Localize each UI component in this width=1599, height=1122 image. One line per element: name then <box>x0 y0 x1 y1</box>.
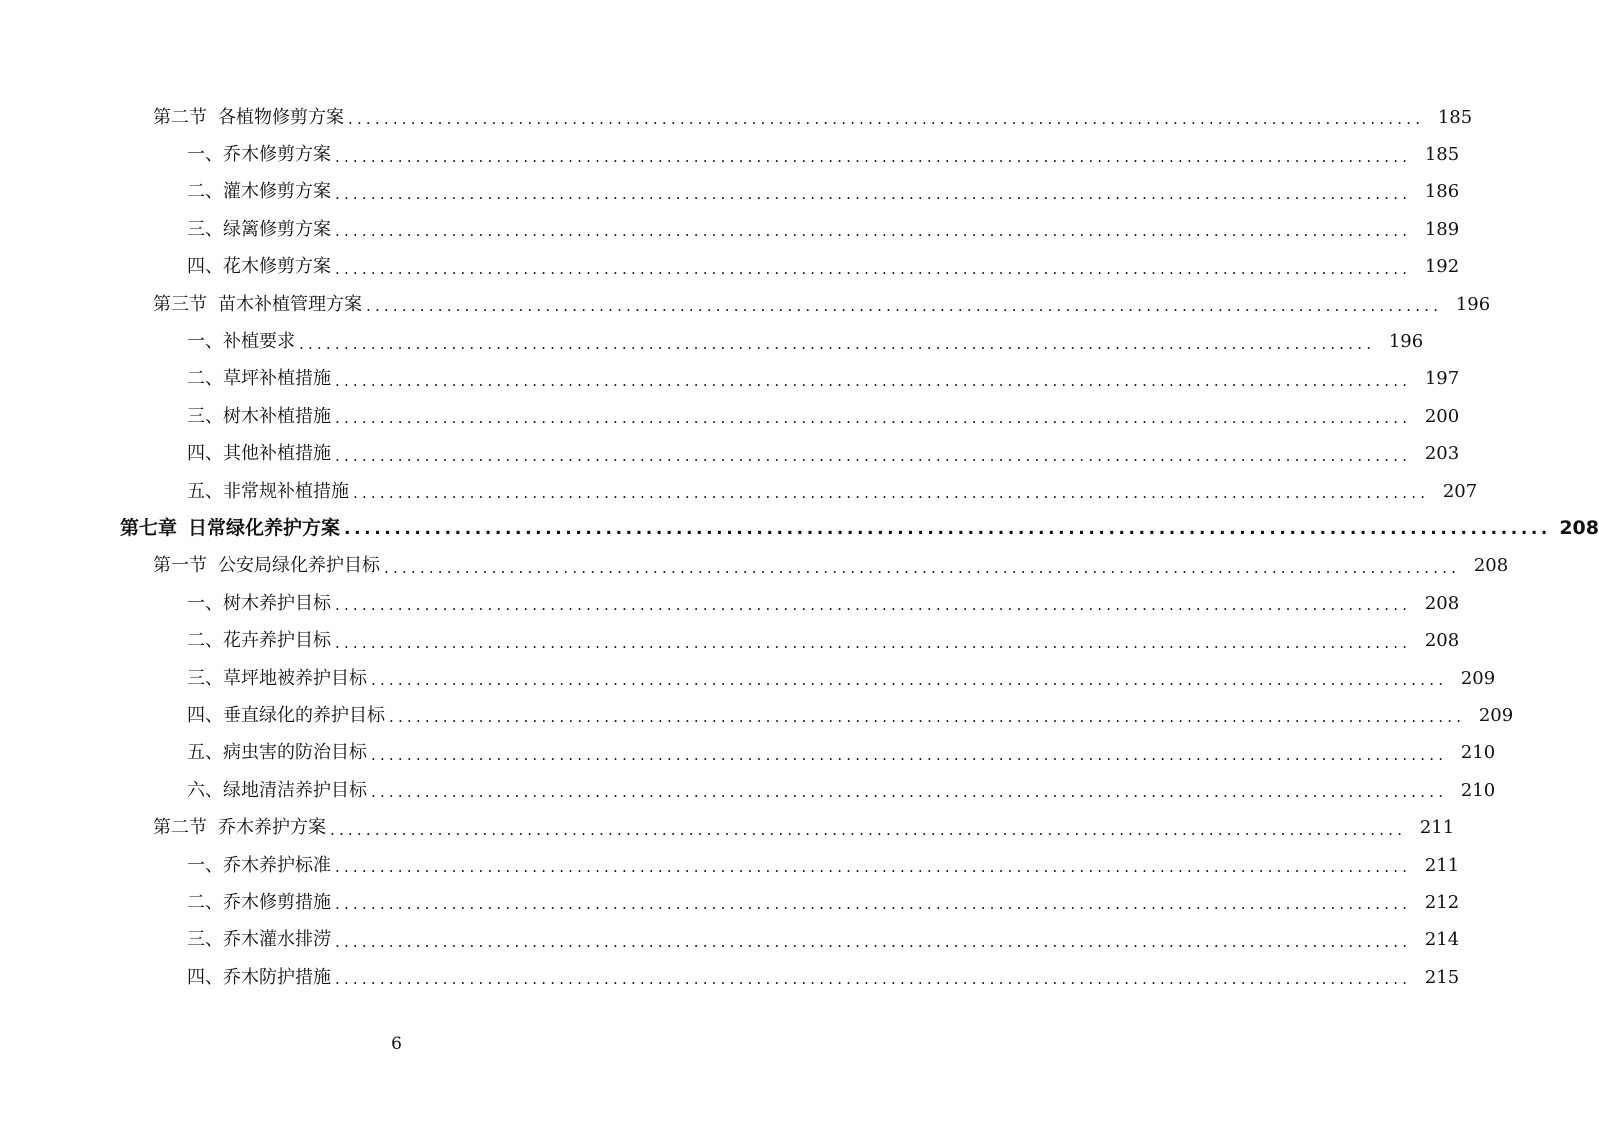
toc-entry-page-number: 196 <box>1455 293 1491 315</box>
toc-dot-leader: ........................................................................................................................ <box>335 970 1412 989</box>
toc-entry-prefix: 三、 <box>187 667 223 689</box>
toc-entry-title: 非常规补植措施 <box>223 480 349 502</box>
table-of-contents <box>0 99 1599 996</box>
toc-dot-leader: ........................................................................................................................ <box>335 895 1412 914</box>
toc-entry-title: 苗木补植管理方案 <box>218 293 362 315</box>
toc-entry-page-number: 211 <box>1419 817 1455 839</box>
toc-dot-leader: ........................................................................................................................ <box>348 110 1425 129</box>
toc-entry-title: 其他补植措施 <box>223 443 331 465</box>
toc-entry-prefix: 二、 <box>187 368 223 390</box>
toc-entry-page-number: 208 <box>1559 517 1599 540</box>
toc-entry-title: 绿篱修剪方案 <box>223 218 331 240</box>
toc-section-entry[interactable] <box>0 99 1473 136</box>
toc-entry-page-number: 214 <box>1424 929 1460 951</box>
toc-section-entry[interactable] <box>0 548 1509 585</box>
toc-entry-title: 各植物修剪方案 <box>218 106 344 128</box>
toc-entry-page-number: 200 <box>1424 405 1460 427</box>
toc-entry-page-number: 212 <box>1424 891 1460 913</box>
toc-dot-leader: ........................................................................................................................ <box>371 745 1448 764</box>
toc-entry-prefix: 五、 <box>187 480 223 502</box>
toc-dot-leader: ........................................................................................................................ <box>366 297 1443 316</box>
toc-entry-page-number: 203 <box>1424 443 1460 465</box>
toc-entry-title: 日常绿化养护方案 <box>188 517 341 540</box>
toc-entry-prefix: 四、 <box>187 256 223 278</box>
toc-entry-title: 灌木修剪方案 <box>223 181 331 203</box>
toc-entry-page-number: 207 <box>1442 480 1478 502</box>
toc-dot-leader: ........................................................................................................................ <box>335 259 1412 278</box>
toc-dot-leader: ........................................................................................................................ <box>335 596 1412 615</box>
toc-entry-prefix: 三、 <box>187 218 223 240</box>
toc-subsection-entry[interactable] <box>0 772 1496 809</box>
toc-entry-title: 乔木修剪措施 <box>223 891 331 913</box>
toc-entry-page-number: 209 <box>1460 667 1496 689</box>
toc-subsection-entry[interactable] <box>0 622 1460 659</box>
toc-entry-prefix: 四、 <box>187 966 223 988</box>
toc-entry-page-number: 210 <box>1460 742 1496 764</box>
toc-entry-page-number: 197 <box>1424 368 1460 390</box>
toc-subsection-entry[interactable] <box>0 884 1460 921</box>
toc-chapter-entry[interactable] <box>0 510 1599 547</box>
toc-entry-title: 花卉养护目标 <box>223 630 331 652</box>
toc-entry-prefix: 一、 <box>187 854 223 876</box>
toc-entry-prefix: 六、 <box>187 779 223 801</box>
toc-entry-prefix: 第二节 <box>153 817 207 839</box>
toc-entry-page-number: 215 <box>1424 966 1460 988</box>
toc-dot-leader: ........................................................................................................................ <box>353 484 1430 503</box>
toc-entry-prefix: 一、 <box>187 592 223 614</box>
toc-subsection-entry[interactable] <box>0 323 1424 360</box>
toc-subsection-entry[interactable] <box>0 585 1460 622</box>
toc-entry-prefix: 第一节 <box>153 555 207 577</box>
toc-subsection-entry[interactable] <box>0 136 1460 173</box>
toc-subsection-entry[interactable] <box>0 473 1478 510</box>
toc-entry-prefix: 四、 <box>187 443 223 465</box>
toc-entry-prefix: 二、 <box>187 181 223 203</box>
toc-entry-page-number: 185 <box>1424 144 1460 166</box>
toc-entry-prefix: 三、 <box>187 929 223 951</box>
toc-entry-prefix: 第三节 <box>153 293 207 315</box>
toc-entry-page-number: 208 <box>1473 555 1509 577</box>
toc-entry-title: 乔木修剪方案 <box>223 144 331 166</box>
toc-entry-page-number: 211 <box>1424 854 1460 876</box>
toc-subsection-entry[interactable] <box>0 249 1460 286</box>
toc-dot-leader: ........................................................................................................................ <box>299 334 1376 353</box>
toc-dot-leader: ........................................................................................................................ <box>335 932 1412 951</box>
toc-entry-title: 树木补植措施 <box>223 405 331 427</box>
toc-entry-page-number: 192 <box>1424 256 1460 278</box>
toc-entry-title: 乔木防护措施 <box>223 966 331 988</box>
toc-entry-page-number: 208 <box>1424 592 1460 614</box>
toc-entry-prefix: 第二节 <box>153 106 207 128</box>
toc-dot-leader: ........................................................................................................................ <box>371 671 1448 690</box>
toc-entry-page-number: 208 <box>1424 630 1460 652</box>
toc-entry-prefix: 一、 <box>187 144 223 166</box>
toc-dot-leader: ........................................................................................................................ <box>335 184 1412 203</box>
toc-entry-prefix: 第七章 <box>120 517 178 540</box>
toc-subsection-entry[interactable] <box>0 436 1460 473</box>
toc-dot-leader: ........................................................................................................................ <box>384 558 1461 577</box>
toc-entry-title: 草坪地被养护目标 <box>223 667 367 689</box>
toc-dot-leader: ........................................................................................................................ <box>335 446 1412 465</box>
toc-section-entry[interactable] <box>0 809 1455 846</box>
toc-entry-title: 乔木养护方案 <box>218 817 326 839</box>
toc-section-entry[interactable] <box>0 286 1491 323</box>
toc-entry-title: 草坪补植措施 <box>223 368 331 390</box>
toc-entry-title: 乔木灌水排涝 <box>223 929 331 951</box>
toc-dot-leader: ........................................................................................................................ <box>371 783 1448 802</box>
toc-entry-prefix: 四、 <box>187 704 223 726</box>
toc-entry-prefix: 三、 <box>187 405 223 427</box>
page-number: 6 <box>391 1034 402 1054</box>
toc-entry-prefix: 二、 <box>187 891 223 913</box>
toc-entry-prefix: 五、 <box>187 742 223 764</box>
toc-subsection-entry[interactable] <box>0 660 1496 697</box>
toc-entry-page-number: 189 <box>1424 218 1460 240</box>
toc-entry-page-number: 186 <box>1424 181 1460 203</box>
toc-subsection-entry[interactable] <box>0 847 1460 884</box>
toc-entry-page-number: 210 <box>1460 779 1496 801</box>
toc-entry-title: 公安局绿化养护目标 <box>218 555 380 577</box>
toc-entry-title: 乔木养护标准 <box>223 854 331 876</box>
toc-dot-leader: ........................................................................................................................ <box>335 147 1412 166</box>
toc-entry-title: 病虫害的防治目标 <box>223 742 367 764</box>
toc-entry-title: 垂直绿化的养护目标 <box>223 704 385 726</box>
toc-entry-page-number: 196 <box>1388 331 1424 353</box>
toc-entry-prefix: 二、 <box>187 630 223 652</box>
toc-subsection-entry[interactable] <box>0 735 1496 772</box>
toc-dot-leader: ........................................................................................................................ <box>344 519 1551 540</box>
toc-entry-title: 补植要求 <box>223 331 295 353</box>
toc-entry-prefix: 一、 <box>187 331 223 353</box>
toc-entry-page-number: 185 <box>1437 106 1473 128</box>
toc-subsection-entry[interactable] <box>0 398 1460 435</box>
toc-entry-page-number: 209 <box>1478 704 1514 726</box>
toc-subsection-entry[interactable] <box>0 922 1460 959</box>
toc-dot-leader: ........................................................................................................................ <box>335 633 1412 652</box>
toc-dot-leader: ........................................................................................................................ <box>389 708 1466 727</box>
toc-subsection-entry[interactable] <box>0 211 1460 248</box>
toc-dot-leader: ........................................................................................................................ <box>335 222 1412 241</box>
toc-entry-title: 绿地清洁养护目标 <box>223 779 367 801</box>
toc-entry-title: 花木修剪方案 <box>223 256 331 278</box>
toc-dot-leader: ........................................................................................................................ <box>335 409 1412 428</box>
toc-dot-leader: ........................................................................................................................ <box>335 858 1412 876</box>
toc-dot-leader: ........................................................................................................................ <box>335 371 1412 390</box>
toc-subsection-entry[interactable] <box>0 697 1514 734</box>
toc-subsection-entry[interactable] <box>0 361 1460 398</box>
toc-subsection-entry[interactable] <box>0 959 1460 996</box>
toc-dot-leader: ........................................................................................................................ <box>330 820 1407 839</box>
toc-subsection-entry[interactable] <box>0 174 1460 211</box>
toc-entry-title: 树木养护目标 <box>223 592 331 614</box>
